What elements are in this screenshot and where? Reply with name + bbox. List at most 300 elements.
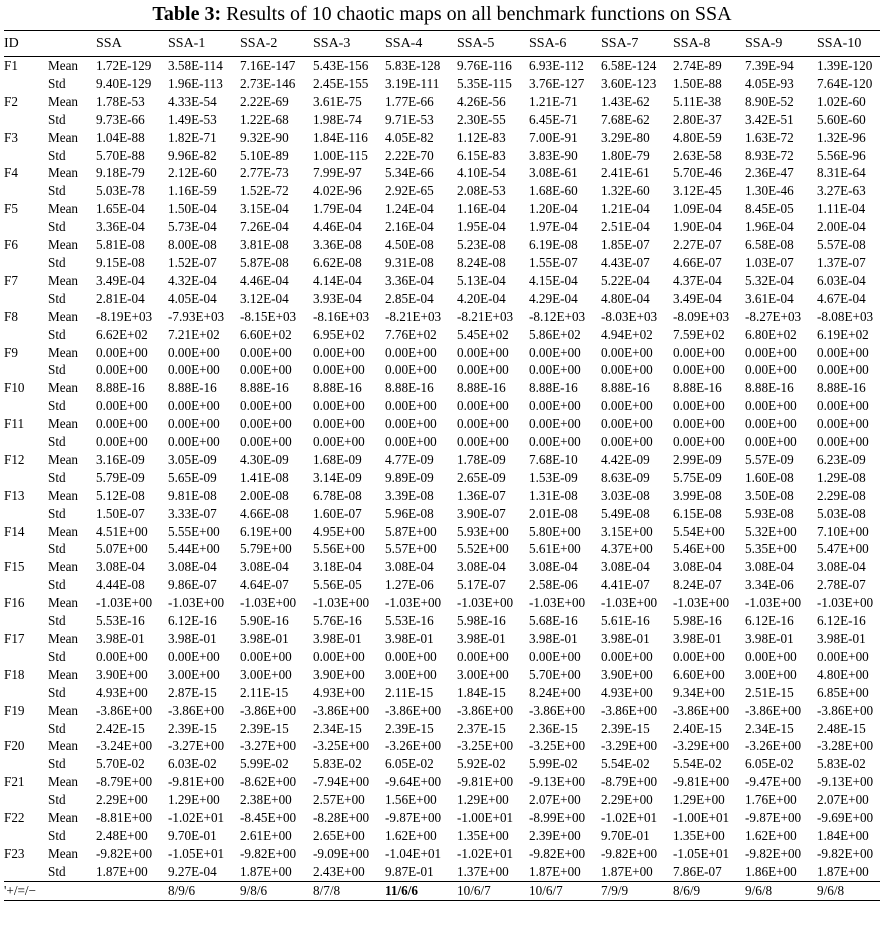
statistic-cell: Std — [48, 398, 66, 414]
value-cell: 0.00E+00 — [385, 398, 437, 414]
value-cell: 3.98E-01 — [457, 631, 506, 646]
value-cell: 4.43E-07 — [601, 254, 650, 270]
value-cell: 2.34E-15 — [313, 720, 362, 736]
value-cell: 5.32E+00 — [745, 523, 797, 539]
statistic-cell: Mean — [48, 559, 79, 575]
value-cell: 2.40E-15 — [673, 720, 722, 736]
value-cell: 5.87E-08 — [240, 254, 289, 270]
value-cell: 8.90E-52 — [745, 93, 794, 109]
value-cell: 2.07E+00 — [529, 792, 581, 808]
table-row — [4, 236, 880, 254]
value-cell: -3.86E+00 — [673, 702, 730, 718]
value-cell: 5.98E-16 — [457, 613, 506, 629]
value-cell: 2.01E-08 — [529, 505, 578, 521]
value-cell: 1.53E-09 — [529, 469, 578, 485]
value-cell: 8.24E+00 — [529, 684, 581, 700]
value-cell: 2.39E+00 — [529, 827, 581, 843]
value-cell: 5.35E+00 — [745, 541, 797, 557]
value-cell: 4.02E-96 — [313, 183, 362, 199]
table-row — [4, 272, 880, 290]
value-cell: 0.00E+00 — [96, 434, 148, 450]
value-cell: 0.00E+00 — [673, 398, 725, 414]
value-cell: 3.98E-01 — [168, 631, 217, 646]
summary-cell: 7/9/9 — [601, 882, 629, 898]
value-cell: 5.60E-60 — [817, 111, 866, 127]
value-cell: 1.29E+00 — [168, 792, 220, 808]
value-cell: 3.42E-51 — [745, 111, 794, 127]
value-cell: -1.02E+01 — [168, 810, 225, 826]
value-cell: 7.26E-04 — [240, 219, 289, 235]
value-cell: -9.82E+00 — [601, 845, 658, 861]
value-cell: -3.28E+00 — [817, 738, 874, 754]
value-cell: -8.79E+00 — [601, 774, 658, 790]
value-cell: 4.20E-04 — [457, 290, 506, 306]
function-id-cell — [4, 326, 48, 344]
table-row — [4, 594, 880, 612]
value-cell: 6.23E-09 — [817, 451, 866, 467]
statistic-cell: Mean — [48, 595, 79, 611]
value-cell: 1.29E+00 — [457, 792, 509, 808]
table-row — [4, 397, 880, 415]
value-cell: 2.07E+00 — [817, 792, 869, 808]
value-cell: 6.78E-08 — [313, 487, 362, 503]
value-cell: 2.65E-09 — [457, 469, 506, 485]
value-cell: 5.56E-05 — [313, 577, 362, 593]
table-row — [4, 523, 880, 541]
value-cell: -1.03E+00 — [673, 595, 730, 611]
table-row — [4, 93, 880, 111]
value-cell: 1.21E-71 — [529, 93, 578, 109]
function-id-cell: F16 — [4, 595, 25, 611]
value-cell: 1.22E-68 — [240, 111, 289, 127]
statistic-cell: Mean — [48, 58, 79, 73]
value-cell: 3.49E-04 — [96, 272, 145, 288]
value-cell: 5.68E-16 — [529, 613, 578, 629]
value-cell: 5.98E-16 — [673, 613, 722, 629]
value-cell: 0.00E+00 — [96, 398, 148, 414]
value-cell: 1.03E-07 — [745, 254, 794, 270]
value-cell: 1.37E-07 — [817, 254, 866, 270]
value-cell: -3.86E+00 — [240, 702, 297, 718]
value-cell: 5.54E-02 — [673, 756, 722, 772]
value-cell: 2.29E+00 — [601, 792, 653, 808]
value-cell: -8.45E+00 — [240, 810, 297, 826]
value-cell: 5.10E-89 — [240, 147, 289, 163]
value-cell: 4.95E+00 — [313, 523, 365, 539]
value-cell: 0.00E+00 — [673, 434, 725, 450]
value-cell: 1.41E-08 — [240, 469, 289, 485]
summary-cell: 9/8/6 — [240, 882, 268, 898]
value-cell: 4.50E-08 — [385, 237, 434, 253]
value-cell: -9.82E+00 — [240, 845, 297, 861]
column-header: ID — [4, 35, 19, 51]
function-id-cell — [4, 469, 48, 487]
function-id-cell: F14 — [4, 523, 25, 539]
table-row — [4, 415, 880, 433]
function-id-cell: F23 — [4, 845, 25, 861]
value-cell: 0.00E+00 — [601, 362, 653, 378]
statistic-cell: Mean — [48, 810, 79, 826]
summary-cell — [96, 881, 168, 900]
value-cell: 2.74E-89 — [673, 58, 722, 73]
value-cell: 1.29E-08 — [817, 469, 866, 485]
value-cell: 7.59E+02 — [673, 326, 725, 342]
value-cell: 1.80E-79 — [601, 147, 650, 163]
value-cell: 2.48E-15 — [817, 720, 866, 736]
value-cell: 7.21E+02 — [168, 326, 220, 342]
value-cell: 0.00E+00 — [96, 344, 148, 360]
value-cell: 0.00E+00 — [240, 648, 292, 664]
value-cell: -3.29E+00 — [601, 738, 658, 754]
value-cell: 1.84E-116 — [313, 129, 368, 145]
value-cell: -1.02E+01 — [601, 810, 658, 826]
value-cell: 5.32E-04 — [745, 272, 794, 288]
function-id-cell — [4, 827, 48, 845]
value-cell: 5.92E-02 — [457, 756, 506, 772]
value-cell: 2.22E-69 — [240, 93, 289, 109]
value-cell: 0.00E+00 — [817, 434, 869, 450]
statistic-cell: Std — [48, 756, 66, 772]
value-cell: 2.61E+00 — [240, 827, 292, 843]
value-cell: 0.00E+00 — [601, 344, 653, 360]
value-cell: -1.03E+00 — [240, 595, 297, 611]
value-cell: 2.36E-47 — [745, 165, 794, 181]
value-cell: -8.79E+00 — [96, 774, 153, 790]
value-cell: 5.65E-09 — [168, 469, 217, 485]
function-id-cell — [4, 863, 48, 881]
value-cell: 3.98E-01 — [96, 631, 145, 646]
table-row — [4, 737, 880, 755]
value-cell: 0.00E+00 — [240, 434, 292, 450]
function-id-cell — [4, 648, 48, 666]
value-cell: 8.24E-08 — [457, 254, 506, 270]
value-cell: -3.26E+00 — [745, 738, 802, 754]
value-cell: -3.86E+00 — [313, 702, 370, 718]
value-cell: 8.88E-16 — [168, 380, 217, 396]
value-cell: 0.00E+00 — [529, 434, 581, 450]
statistic-cell: Std — [48, 613, 66, 629]
value-cell: 5.73E-04 — [168, 219, 217, 235]
table-row — [4, 469, 880, 487]
value-cell: 3.00E+00 — [168, 666, 220, 682]
value-cell: 0.00E+00 — [673, 648, 725, 664]
value-cell: 0.00E+00 — [385, 648, 437, 664]
value-cell: 3.90E+00 — [313, 666, 365, 682]
value-cell: 0.00E+00 — [168, 434, 220, 450]
value-cell: 7.99E-97 — [313, 165, 362, 181]
value-cell: 9.87E-01 — [385, 863, 434, 879]
statistic-cell: Mean — [48, 631, 79, 646]
value-cell: -1.05E+01 — [673, 845, 730, 861]
value-cell: 2.58E-06 — [529, 577, 578, 593]
function-id-cell — [4, 361, 48, 379]
table-row — [4, 684, 880, 702]
value-cell: -3.86E+00 — [168, 702, 225, 718]
table-row — [4, 379, 880, 397]
value-cell: 3.98E-01 — [673, 631, 722, 646]
value-cell: 5.70E-88 — [96, 147, 145, 163]
statistic-cell: Std — [48, 290, 66, 306]
value-cell: 0.00E+00 — [745, 362, 797, 378]
value-cell: 6.12E-16 — [817, 613, 866, 629]
value-cell: 1.77E-66 — [385, 93, 434, 109]
value-cell: 9.89E-09 — [385, 469, 434, 485]
statistic-cell: Mean — [48, 380, 79, 396]
function-id-cell: F17 — [4, 631, 25, 646]
value-cell: 1.78E-53 — [96, 93, 145, 109]
value-cell: 3.15E+00 — [601, 523, 653, 539]
value-cell: 0.00E+00 — [673, 344, 725, 360]
value-cell: -9.81E+00 — [457, 774, 514, 790]
statistic-cell: Std — [48, 505, 66, 521]
value-cell: 4.15E-04 — [529, 272, 578, 288]
value-cell: 0.00E+00 — [96, 416, 148, 432]
statistic-cell: Std — [48, 827, 66, 843]
column-header: SSA-1 — [168, 35, 206, 51]
value-cell: 0.00E+00 — [385, 362, 437, 378]
value-cell: 3.08E-04 — [240, 559, 289, 575]
function-id-cell — [4, 791, 48, 809]
value-cell: 4.80E-04 — [601, 290, 650, 306]
function-id-cell — [4, 218, 48, 236]
table-row — [4, 648, 880, 666]
table-row — [4, 433, 880, 451]
value-cell: 2.63E-58 — [673, 147, 722, 163]
summary-cell: 11/6/6 — [385, 882, 418, 898]
value-cell: -1.03E+00 — [601, 595, 658, 611]
value-cell: -3.27E+00 — [168, 738, 225, 754]
value-cell: 1.90E-04 — [673, 219, 722, 235]
value-cell: -9.81E+00 — [168, 774, 225, 790]
value-cell: 2.85E-04 — [385, 290, 434, 306]
value-cell: 4.37E+00 — [601, 541, 653, 557]
value-cell: -3.86E+00 — [817, 702, 874, 718]
value-cell: -3.86E+00 — [96, 702, 153, 718]
function-id-cell: F3 — [4, 129, 18, 145]
value-cell: 1.97E-04 — [529, 219, 578, 235]
column-header: SSA-2 — [240, 35, 278, 51]
value-cell: 5.57E+00 — [385, 541, 437, 557]
value-cell: 3.34E-06 — [745, 577, 794, 593]
value-cell: 5.57E-09 — [745, 451, 794, 467]
statistic-cell: Std — [48, 541, 66, 557]
function-id-cell: F8 — [4, 308, 18, 324]
value-cell: 0.00E+00 — [457, 648, 509, 664]
value-cell: 5.90E-16 — [240, 613, 289, 629]
value-cell: 0.00E+00 — [529, 344, 581, 360]
value-cell: 0.00E+00 — [313, 344, 365, 360]
value-cell: 8.88E-16 — [457, 380, 506, 396]
table-body — [4, 57, 880, 901]
table-row — [4, 451, 880, 469]
value-cell: 0.00E+00 — [96, 648, 148, 664]
value-cell: 9.32E-90 — [240, 129, 289, 145]
function-id-cell — [4, 755, 48, 773]
value-cell: 8.31E-64 — [817, 165, 866, 181]
statistic-cell: Mean — [48, 237, 79, 253]
value-cell: 5.99E-02 — [529, 756, 578, 772]
value-cell: 1.72E-129 — [96, 58, 152, 73]
value-cell: 0.00E+00 — [817, 648, 869, 664]
statistic-cell: Std — [48, 648, 66, 664]
value-cell: 0.00E+00 — [673, 416, 725, 432]
statistic-cell: Std — [48, 469, 66, 485]
value-cell: 3.08E-04 — [168, 559, 217, 575]
value-cell: 5.07E+00 — [96, 541, 148, 557]
value-cell: 0.00E+00 — [240, 344, 292, 360]
value-cell: 1.52E-07 — [168, 254, 217, 270]
value-cell: -8.81E+00 — [96, 810, 153, 826]
value-cell: 0.00E+00 — [745, 344, 797, 360]
function-id-cell: F22 — [4, 810, 25, 826]
value-cell: 4.41E-07 — [601, 577, 650, 593]
value-cell: 5.93E+00 — [457, 523, 509, 539]
table-row — [4, 290, 880, 308]
value-cell: 1.35E+00 — [457, 827, 509, 843]
value-cell: 1.55E-07 — [529, 254, 578, 270]
value-cell: 2.34E-15 — [745, 720, 794, 736]
statistic-cell: Std — [48, 684, 66, 700]
value-cell: -9.69E+00 — [817, 810, 874, 826]
value-cell: 3.99E-08 — [673, 487, 722, 503]
value-cell: -3.86E+00 — [529, 702, 586, 718]
value-cell: 5.03E-78 — [96, 183, 145, 199]
value-cell: -9.82E+00 — [529, 845, 586, 861]
value-cell: 5.44E+00 — [168, 541, 220, 557]
value-cell: 0.00E+00 — [529, 416, 581, 432]
value-cell: 2.78E-07 — [817, 577, 866, 593]
value-cell: 5.56E-96 — [817, 147, 866, 163]
value-cell: 4.80E-59 — [673, 129, 722, 145]
function-id-cell: F20 — [4, 738, 25, 754]
value-cell: 3.08E-04 — [385, 559, 434, 575]
value-cell: 8.88E-16 — [601, 380, 650, 396]
value-cell: 4.14E-04 — [313, 272, 362, 288]
value-cell: -3.25E+00 — [529, 738, 586, 754]
value-cell: 6.60E+00 — [673, 666, 725, 682]
value-cell: 1.96E-04 — [745, 219, 794, 235]
value-cell: 3.12E-45 — [673, 183, 722, 199]
value-cell: -1.03E+00 — [817, 595, 874, 611]
value-cell: 5.70E-02 — [96, 756, 145, 772]
statistic-cell: Std — [48, 863, 66, 879]
value-cell: 5.46E+00 — [673, 541, 725, 557]
function-id-cell: F21 — [4, 774, 25, 790]
value-cell: -1.03E+00 — [168, 595, 225, 611]
value-cell: 3.08E-04 — [601, 559, 650, 575]
value-cell: 0.00E+00 — [529, 648, 581, 664]
value-cell: 2.65E+00 — [313, 827, 365, 843]
value-cell: 5.61E+00 — [529, 541, 581, 557]
value-cell: 1.00E-115 — [313, 147, 368, 163]
value-cell: 0.00E+00 — [168, 416, 220, 432]
value-cell: -8.21E+03 — [385, 308, 442, 324]
table-row — [4, 326, 880, 344]
value-cell: 9.71E-53 — [385, 111, 434, 127]
value-cell: -1.00E+01 — [673, 810, 730, 826]
value-cell: 3.83E-90 — [529, 147, 578, 163]
results-table — [4, 30, 880, 901]
table-row — [4, 540, 880, 558]
value-cell: 1.60E-07 — [313, 505, 362, 521]
value-cell: 0.00E+00 — [601, 648, 653, 664]
value-cell: 1.98E-74 — [313, 111, 362, 127]
summary-cell: 10/6/7 — [457, 882, 491, 898]
table-row — [4, 809, 880, 827]
value-cell: 3.08E-04 — [817, 559, 866, 575]
value-cell: 0.00E+00 — [457, 416, 509, 432]
value-cell: 4.94E+02 — [601, 326, 653, 342]
value-cell: 3.00E+00 — [240, 666, 292, 682]
value-cell: 0.00E+00 — [601, 434, 653, 450]
value-cell: 2.00E-04 — [817, 219, 866, 235]
value-cell: -9.13E+00 — [529, 774, 586, 790]
function-id-cell — [4, 290, 48, 308]
value-cell: 1.12E-83 — [457, 129, 506, 145]
table-row — [4, 308, 880, 326]
table-row — [4, 863, 880, 881]
statistic-cell: Mean — [48, 165, 79, 181]
table-row — [4, 702, 880, 720]
value-cell: 2.77E-73 — [240, 165, 289, 181]
value-cell: -9.13E+00 — [817, 774, 874, 790]
table-row — [4, 254, 880, 272]
value-cell: 3.50E-08 — [745, 487, 794, 503]
value-cell: 3.60E-123 — [601, 75, 657, 91]
table-row — [4, 666, 880, 684]
value-cell: -1.03E+00 — [385, 595, 442, 611]
value-cell: 3.98E-01 — [817, 631, 866, 646]
statistic-cell: Std — [48, 75, 66, 91]
value-cell: 0.00E+00 — [385, 344, 437, 360]
table-row — [4, 361, 880, 379]
value-cell: 1.11E-04 — [817, 201, 866, 217]
summary-row — [4, 881, 880, 900]
statistic-cell: Std — [48, 219, 66, 235]
value-cell: 2.11E-15 — [385, 684, 434, 700]
value-cell: 0.00E+00 — [457, 434, 509, 450]
value-cell: 9.81E-08 — [168, 487, 217, 503]
value-cell: 9.76E-116 — [457, 58, 512, 73]
value-cell: 0.00E+00 — [817, 398, 869, 414]
value-cell: 8.88E-16 — [240, 380, 289, 396]
table-row — [4, 720, 880, 738]
column-header: SSA-4 — [385, 35, 423, 51]
statistic-cell: Mean — [48, 93, 79, 109]
table-row — [4, 164, 880, 182]
value-cell: 3.58E-114 — [168, 58, 223, 73]
value-cell: 2.30E-55 — [457, 111, 506, 127]
value-cell: 1.50E-07 — [96, 505, 145, 521]
summary-cell: 9/6/8 — [817, 882, 845, 898]
column-header: SSA — [96, 35, 122, 51]
value-cell: 7.39E-94 — [745, 58, 794, 73]
value-cell: 4.05E-93 — [745, 75, 794, 91]
table-row — [4, 111, 880, 129]
function-id-cell — [4, 111, 48, 129]
value-cell: 8.24E-07 — [673, 577, 722, 593]
value-cell: -7.94E+00 — [313, 774, 370, 790]
value-cell: 5.61E-16 — [601, 613, 650, 629]
value-cell: -8.99E+00 — [529, 810, 586, 826]
value-cell: 1.79E-04 — [313, 201, 362, 217]
value-cell: 3.61E-04 — [745, 290, 794, 306]
value-cell: 6.95E+02 — [313, 326, 365, 342]
value-cell: 3.90E+00 — [601, 666, 653, 682]
value-cell: 4.37E-04 — [673, 272, 722, 288]
value-cell: -9.82E+00 — [745, 845, 802, 861]
value-cell: 5.49E-08 — [601, 505, 650, 521]
